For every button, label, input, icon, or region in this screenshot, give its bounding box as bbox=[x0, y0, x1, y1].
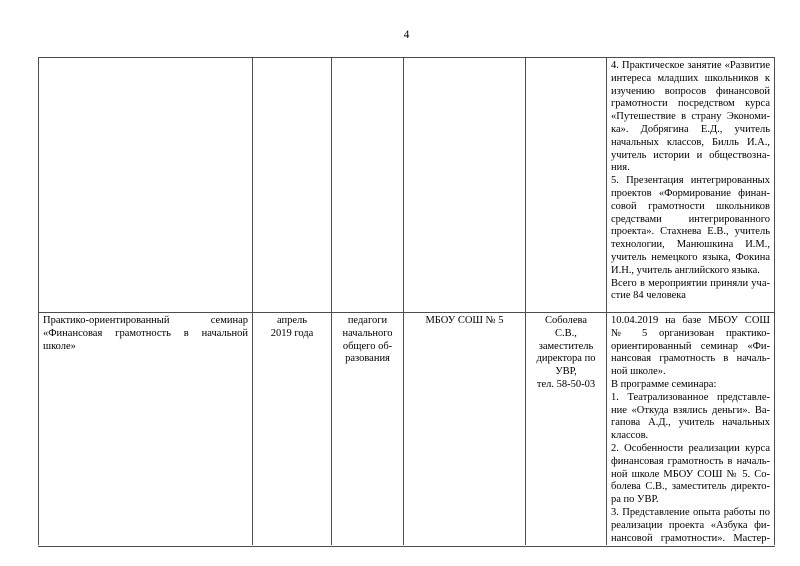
text-line: 10.04.2019 на базе МБОУ СОШ bbox=[611, 315, 770, 326]
text-line: Всего в мероприятии приняли уча- bbox=[611, 277, 770, 289]
text-line: учитель истории и обществозна- bbox=[611, 149, 770, 161]
text-line: разования bbox=[345, 353, 390, 365]
text-line: «Финансовая грамотность в начальной bbox=[43, 327, 248, 339]
text-line: ния. bbox=[611, 162, 630, 174]
text-line: С.В., bbox=[555, 327, 577, 339]
cell-event-date bbox=[252, 58, 331, 312]
cell-event-participants bbox=[331, 58, 403, 312]
text-line: нансовой грамотности». Мастер- bbox=[611, 532, 770, 544]
text-line: УВР, bbox=[555, 366, 577, 378]
text-line: заместитель bbox=[538, 340, 594, 352]
text-line: тел. 58-50-03 bbox=[536, 378, 596, 390]
cell-event-date bbox=[252, 313, 331, 545]
text-line: интереса младших школьников к bbox=[611, 72, 770, 84]
text-line: начальных классов, Билль И.А., bbox=[611, 136, 770, 148]
text-line: учитель немецкого языка, Фокина bbox=[611, 251, 770, 263]
text-line: МБОУ СОШ № 5 bbox=[425, 315, 504, 326]
text-line: стие 84 человека bbox=[611, 290, 686, 302]
text-line: ориентированный семинар «Фи- bbox=[611, 340, 770, 352]
text-line: проектов «Формирование финан- bbox=[611, 187, 770, 199]
text-line: совой грамотности школьников bbox=[611, 200, 770, 212]
text-line: ной школе». bbox=[611, 366, 666, 378]
text-line: средствами интегрированного bbox=[611, 213, 770, 225]
text-line: нансовая грамотность в началь- bbox=[611, 353, 770, 365]
text-line: В программе семинара: bbox=[611, 378, 717, 390]
text-line: Практико-ориентированный семинар bbox=[43, 315, 248, 326]
text-line: классов. bbox=[611, 430, 649, 442]
cell-event-venue bbox=[403, 313, 525, 545]
text-line: реализации проекта «Азбука фи- bbox=[611, 519, 770, 531]
text-line: болева С.В., заместитель директо- bbox=[611, 481, 770, 493]
cell-event-responsible bbox=[525, 58, 606, 312]
text-line: общего об- bbox=[342, 340, 393, 352]
cell-event-responsible bbox=[525, 313, 606, 545]
text-line: начального bbox=[342, 327, 393, 339]
cell-event-results bbox=[606, 313, 775, 545]
cell-event-results bbox=[606, 58, 775, 312]
text-line: гапова А.Д., учитель начальных bbox=[611, 417, 770, 429]
text-line: проекта». Стахнева Е.В., учитель bbox=[611, 226, 770, 238]
text-line: 1. Театрализованное представле- bbox=[611, 391, 770, 403]
text-line: изучению вопросов финансовой bbox=[611, 85, 770, 97]
text-line: ние «Откуда взялись деньги». Ва- bbox=[611, 404, 770, 416]
cell-event-participants bbox=[331, 313, 403, 545]
page-number: 4 bbox=[403, 29, 410, 41]
text-line: «Путешествие в страну Экономи- bbox=[611, 111, 770, 123]
text-line: 2. Особенности реализации курса bbox=[611, 442, 770, 454]
text-line: технологии, Манюшкина И.М., bbox=[611, 239, 770, 251]
events-table bbox=[38, 57, 775, 547]
text-line: ной школе МБОУ СОШ № 5. Со- bbox=[611, 468, 770, 480]
text-line: 5. Презентация интегрированных bbox=[611, 175, 770, 187]
text-line: ра по УВР. bbox=[611, 494, 659, 506]
text-line: Соболева bbox=[544, 315, 588, 326]
text-line: И.Н., учитель английского языка. bbox=[611, 264, 760, 276]
text-line: грамотности посредством курса bbox=[611, 98, 770, 110]
text-line: № 5 организован практико- bbox=[611, 327, 770, 339]
text-line: педагоги bbox=[347, 315, 388, 326]
table-row bbox=[38, 58, 775, 313]
cell-event-name bbox=[38, 58, 252, 312]
text-line: 2019 года bbox=[270, 327, 314, 339]
text-line: апрель bbox=[276, 315, 308, 326]
cell-event-venue bbox=[403, 58, 525, 312]
table-row bbox=[38, 313, 775, 545]
text-line: ка». Добрягина Е.Д., учитель bbox=[611, 123, 770, 135]
text-line: 4. Практическое занятие «Развитие bbox=[611, 60, 770, 71]
text-line: школе» bbox=[43, 340, 76, 352]
text-line: финансовая грамотность в началь- bbox=[611, 455, 770, 467]
cell-event-name bbox=[38, 313, 252, 545]
text-line: 3. Представление опыта работы по bbox=[611, 506, 770, 518]
text-line: директора по bbox=[536, 353, 596, 365]
